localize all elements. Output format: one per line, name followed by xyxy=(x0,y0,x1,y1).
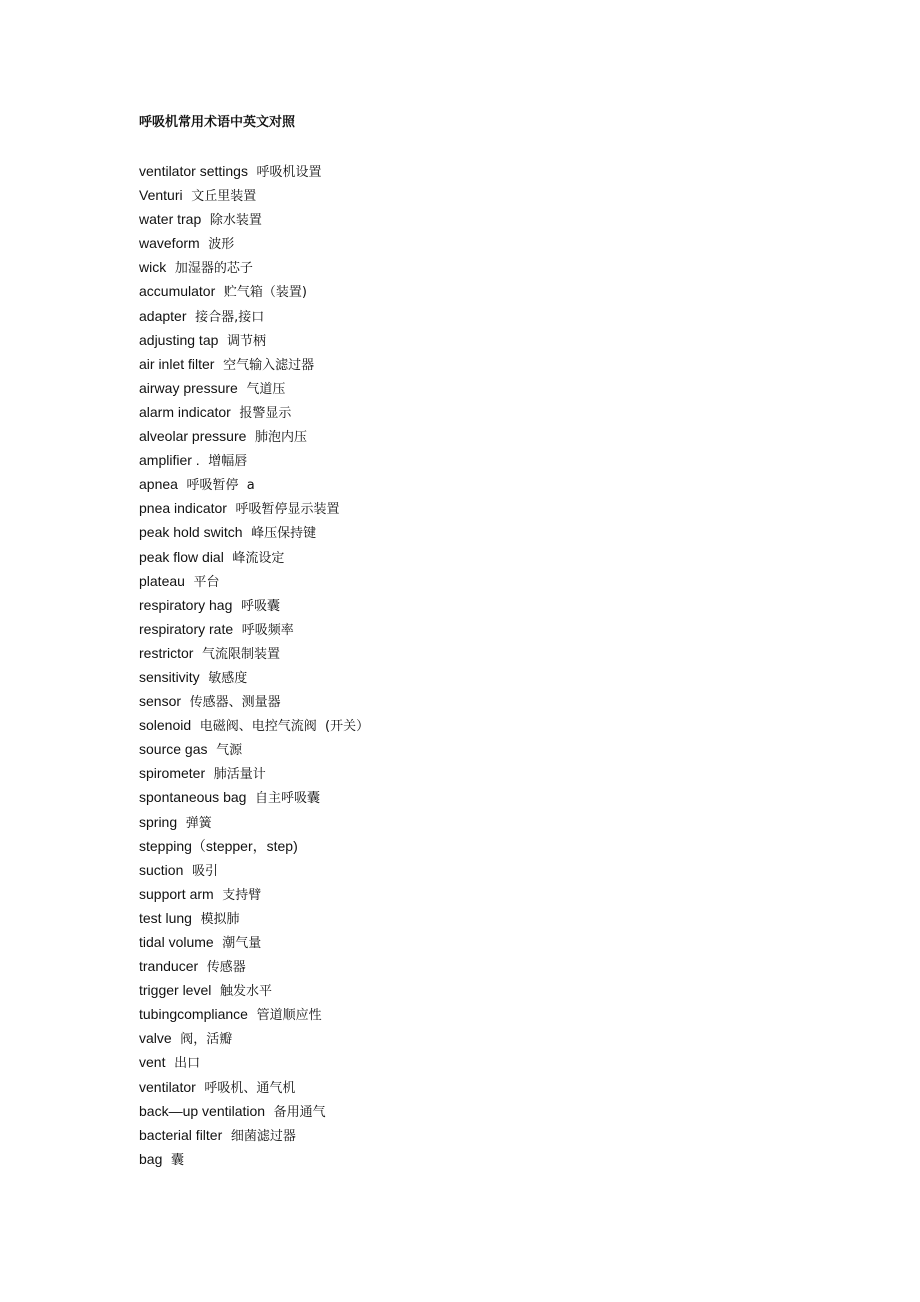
term-english: pnea indicator xyxy=(139,500,227,517)
term-chinese: 自主呼吸囊 xyxy=(255,791,321,807)
term-entry xyxy=(139,785,839,809)
term-entry xyxy=(139,569,839,593)
term-chinese: 气流限制装置 xyxy=(202,646,281,662)
term-entry xyxy=(139,593,839,617)
term-chinese: 加湿器的芯子 xyxy=(174,261,253,277)
term-chinese: 报警显示 xyxy=(239,405,292,421)
term-chinese: 敏感度 xyxy=(208,670,248,686)
term-english: source gas xyxy=(139,741,208,758)
term-english: respiratory hag xyxy=(139,596,233,613)
term-entry xyxy=(139,834,839,858)
term-entry xyxy=(139,954,839,978)
term-english: alveolar pressure xyxy=(139,428,247,445)
term-entry xyxy=(139,810,839,834)
term-chinese: 增幅唇 xyxy=(208,454,248,470)
term-chinese: 弹簧 xyxy=(185,815,212,831)
term-chinese: 出口 xyxy=(174,1056,201,1072)
term-chinese: 肺活量计 xyxy=(213,767,266,783)
term-english: airway pressure xyxy=(139,379,238,396)
term-entry xyxy=(139,496,839,520)
term-chinese: 空气输入滤过器 xyxy=(223,357,315,373)
term-english: stepping（stepper，step) xyxy=(139,837,298,854)
term-entry xyxy=(139,255,839,279)
term-entry xyxy=(139,520,839,544)
term-chinese: 传感器、测量器 xyxy=(189,695,281,711)
term-english: spirometer xyxy=(139,765,206,782)
term-english: Venturi xyxy=(139,187,183,204)
term-chinese: 囊 xyxy=(170,1152,184,1168)
term-english: spring xyxy=(139,813,178,830)
term-chinese: 呼吸囊 xyxy=(240,598,280,614)
term-english: suction xyxy=(139,861,184,878)
term-chinese: 潮气量 xyxy=(222,936,262,951)
term-english: sensitivity xyxy=(139,668,200,685)
term-english: support arm xyxy=(139,885,214,902)
term-chinese: 备用通气 xyxy=(273,1104,326,1120)
term-chinese: 电磁阀、电控气流阀 (开关） xyxy=(199,719,370,735)
term-english: peak flow dial xyxy=(139,548,224,565)
term-english: tranducer xyxy=(139,958,199,975)
term-english: tidal volume xyxy=(139,934,214,950)
term-english: air inlet filter xyxy=(139,355,215,372)
term-entry xyxy=(139,472,839,496)
term-entry xyxy=(139,978,839,1002)
term-english: vent xyxy=(139,1054,166,1071)
term-chinese: 阀，活瓣 xyxy=(180,1032,233,1048)
term-chinese: 波形 xyxy=(208,237,235,253)
term-entry xyxy=(139,545,839,569)
term-entry xyxy=(139,1026,839,1050)
term-chinese: 触发水平 xyxy=(219,984,272,1000)
term-chinese: 贮气箱（装置) xyxy=(223,285,307,301)
term-entry xyxy=(139,1147,839,1171)
term-english: adjusting tap xyxy=(139,331,219,348)
term-english: adapter xyxy=(139,307,187,324)
term-english: peak hold switch xyxy=(139,524,243,541)
term-entry xyxy=(139,882,839,906)
term-english: ventilator xyxy=(139,1078,196,1095)
term-entry xyxy=(139,279,839,303)
term-entry xyxy=(139,713,839,737)
term-entry xyxy=(139,183,839,207)
term-entry xyxy=(139,207,839,231)
term-english: bacterial filter xyxy=(139,1126,223,1143)
term-entry xyxy=(139,858,839,882)
term-entry xyxy=(139,231,839,255)
term-english: spontaneous bag xyxy=(139,789,247,806)
term-chinese: 呼吸暂停 a xyxy=(186,478,255,494)
term-english: ventilator settings xyxy=(139,163,248,179)
term-english: solenoid xyxy=(139,717,192,734)
term-entry xyxy=(139,906,839,930)
term-chinese: 峰流设定 xyxy=(232,550,285,566)
term-chinese: 呼吸暂停显示装置 xyxy=(235,502,340,518)
term-entry xyxy=(139,737,839,761)
term-entry xyxy=(139,424,839,448)
term-english: valve xyxy=(139,1030,172,1047)
term-entry xyxy=(139,930,839,954)
term-english: accumulator xyxy=(139,283,216,300)
term-entry xyxy=(139,1002,839,1026)
term-list xyxy=(139,159,839,1171)
term-chinese: 模拟肺 xyxy=(200,911,240,927)
term-chinese: 气道压 xyxy=(246,381,286,397)
term-entry xyxy=(139,1099,839,1123)
term-chinese: 呼吸频率 xyxy=(241,622,294,638)
term-chinese: 峰压保持键 xyxy=(251,526,317,542)
term-chinese: 肺泡内压 xyxy=(254,430,307,446)
term-english: back—up ventilation xyxy=(139,1102,266,1119)
term-chinese: 接合器,接口 xyxy=(195,309,265,325)
term-english: test lung xyxy=(139,909,192,926)
term-chinese: 传感器 xyxy=(206,960,246,976)
term-entry xyxy=(139,1123,839,1147)
term-entry xyxy=(139,400,839,424)
term-english: amplifier . xyxy=(139,452,200,469)
term-chinese: 支持臂 xyxy=(222,887,262,903)
term-entry xyxy=(139,328,839,352)
term-entry xyxy=(139,641,839,665)
term-entry xyxy=(139,617,839,641)
term-english: wick xyxy=(139,259,167,276)
page-title: 呼吸机常用术语中英文对照 xyxy=(139,115,296,130)
term-entry xyxy=(139,376,839,400)
term-chinese: 呼吸机、通气机 xyxy=(204,1080,296,1096)
term-english: waveform xyxy=(139,235,200,252)
term-chinese: 管道顺应性 xyxy=(256,1008,322,1024)
document-page xyxy=(139,111,839,1171)
term-entry xyxy=(139,159,839,183)
term-chinese: 调节柄 xyxy=(227,333,267,349)
term-entry xyxy=(139,352,839,376)
term-entry xyxy=(139,665,839,689)
term-chinese: 气源 xyxy=(216,743,243,759)
term-english: bag xyxy=(139,1150,163,1167)
term-chinese: 细菌滤过器 xyxy=(230,1128,296,1144)
term-chinese: 呼吸机设置 xyxy=(256,165,322,180)
term-english: tubingcompliance xyxy=(139,1006,248,1023)
term-english: alarm indicator xyxy=(139,403,231,420)
term-entry xyxy=(139,1075,839,1099)
term-english: respiratory rate xyxy=(139,620,234,637)
term-entry xyxy=(139,761,839,785)
term-chinese: 吸引 xyxy=(191,863,218,879)
term-english: trigger level xyxy=(139,982,212,999)
term-chinese: 除水装置 xyxy=(209,213,262,229)
term-chinese: 文丘里装置 xyxy=(191,189,257,205)
term-english: restrictor xyxy=(139,644,194,661)
term-entry xyxy=(139,304,839,328)
term-english: sensor xyxy=(139,693,182,710)
term-entry xyxy=(139,448,839,472)
term-chinese: 平台 xyxy=(193,574,220,590)
term-english: plateau xyxy=(139,572,185,589)
term-english: water trap xyxy=(139,211,202,228)
term-entry xyxy=(139,689,839,713)
term-entry xyxy=(139,1050,839,1074)
term-english: apnea xyxy=(139,476,178,493)
